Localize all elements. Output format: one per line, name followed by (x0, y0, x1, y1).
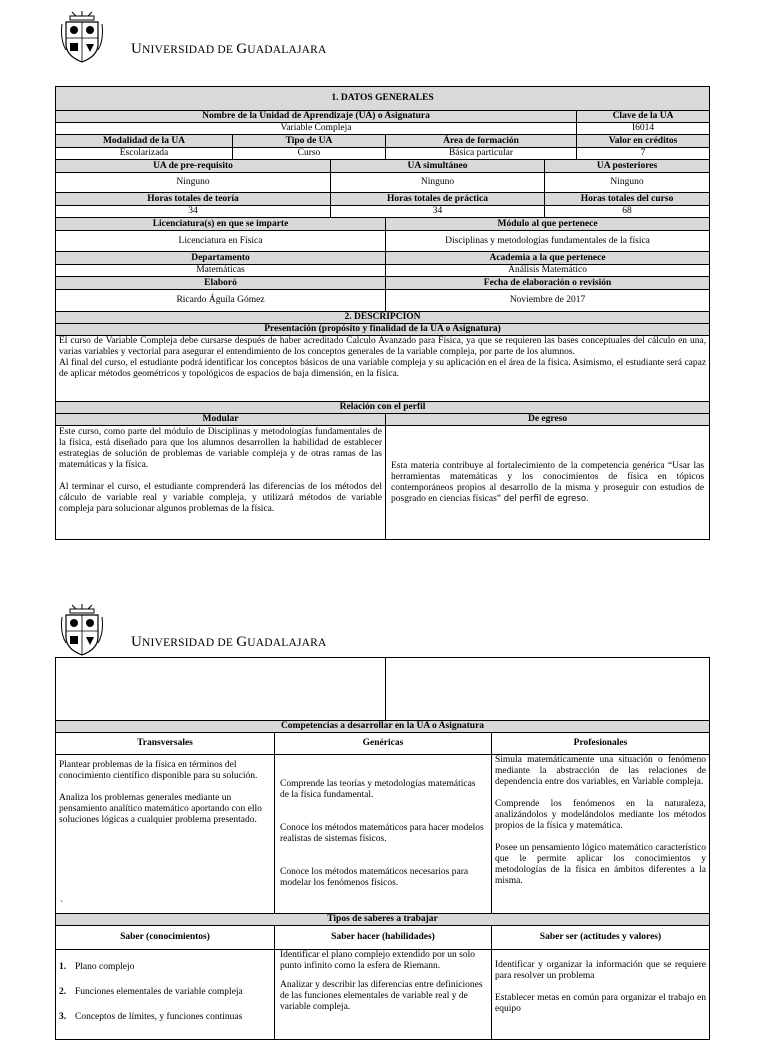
tipo-value: Curso (233, 148, 386, 160)
university-name: UNIVERSIDAD DE GUADALAJARA (131, 41, 327, 57)
modulo-value: Disciplinas y metodologías fundamentales de la física (386, 231, 710, 252)
competencias-table (55, 657, 710, 1040)
profesionales-cell (492, 755, 710, 914)
teoria-value: 34 (56, 206, 331, 218)
list-item: Establecer metas en común para organizar el trabajo en equipo (495, 993, 706, 1014)
page-header (0, 8, 768, 68)
relacion-perfil-label: Relación con el perfil (56, 402, 710, 414)
teoria-label: Horas totales de teoría (56, 193, 331, 206)
departamento-label: Departamento (56, 252, 386, 265)
presentacion-paragraph: El curso de Variable Compleja debe cursarse después de haber acreditado Calculo Avanzado para Física, ya que se requieren las bases conceptuales del cálculo en una, varias variables y vectorial para asegurar el entendimiento de los conceptos generales de la variable compleja, por parte de los alumnos. (59, 336, 707, 357)
prereq-value: Ninguno (56, 173, 331, 193)
posteriores-label: UA posteriores (545, 160, 710, 173)
licenciatura-label: Licenciatura(s) en que se imparte (56, 218, 386, 231)
modalidad-label: Modalidad de la UA (56, 135, 233, 148)
modulo-label: Módulo al que pertenece (386, 218, 710, 231)
list-item: Identificar el plano complejo extendido por un solo punto infinito como la esfera de Riemann. (280, 950, 475, 971)
curso-label: Horas totales del curso (545, 193, 710, 206)
empty-cell (56, 658, 386, 721)
area-label: Área de formación (386, 135, 577, 148)
egreso-label: De egreso (386, 414, 710, 426)
list-item: Simula matemáticamente una situación o fenómeno mediante la abstracción de las relaciones de dependencia entre dos variables, en Variable compleja. (495, 755, 706, 787)
egreso-tail: del perfil de egreso. (501, 493, 589, 504)
list-item: 3. Conceptos de límites, y funciones continuas (59, 1012, 243, 1022)
fecha-value: Noviembre de 2017 (386, 290, 710, 312)
saber-ser-label: Saber ser (actitudes y valores) (492, 926, 710, 950)
prereq-label: UA de pre-requisito (56, 160, 331, 173)
genericas-label: Genéricas (275, 733, 492, 755)
elaboro-label: Elaboró (56, 277, 386, 290)
page-header (0, 601, 768, 661)
list-item: Identificar y organizar la información que se requiere para resolver un problema (495, 960, 706, 981)
list-item: 2. Funciones elementales de variable compleja (59, 987, 243, 997)
saberes-title: Tipos de saberes a trabajar (56, 914, 710, 926)
list-item: Comprende las teorías y metodologías matemáticas de la física fundamental. (280, 779, 476, 800)
list-item: Analiza los problemas generales mediante un pensamiento analítico matemático aportando con ello soluciones lógicas a cualquier problema presentado. (59, 793, 262, 825)
departamento-value: Matemáticas (56, 265, 386, 277)
modalidad-value: Escolarizada (56, 148, 233, 160)
simultaneo-label: UA simultáneo (331, 160, 545, 173)
university-name: UNIVERSIDAD DE GUADALAJARA (131, 634, 327, 650)
licenciatura-value: Licenciatura en Física (56, 231, 386, 252)
academia-label: Academia a la que pertenece (386, 252, 710, 265)
nombre-ua-value: Variable Compleja (56, 123, 577, 135)
university-seal-icon (60, 10, 104, 64)
datos-generales-table (55, 86, 710, 540)
section-title-datos: 1. DATOS GENERALES (56, 87, 710, 111)
list-item: Conoce los métodos matemáticos necesarios para modelar los fenómenos físicos. (280, 867, 469, 888)
creditos-value: 7 (577, 148, 710, 160)
simultaneo-value: Ninguno (331, 173, 545, 193)
fecha-label: Fecha de elaboración o revisión (386, 277, 710, 290)
modular-paragraph: Este curso, como parte del módulo de Disciplinas y metodologías fundamentales de la física, está diseñado para que los alumnos desarrollen la habilidad de establecer estrategias de solución de problemas de variable compleja y de otras ramas de las matemáticas y la física. (59, 427, 382, 470)
modular-paragraph: Al terminar el curso, el estudiante comprenderá las diferencias de los métodos del cálculo de variable real y variable compleja, y utilizará métodos de variable compleja para solucionar algunos problemas de la física. (59, 482, 382, 514)
curso-value: 68 (545, 206, 710, 218)
practica-label: Horas totales de práctica (331, 193, 545, 206)
saber-hacer-cell (275, 950, 492, 1040)
transversales-cell (56, 755, 275, 914)
egreso-paragraph: Esta materia contribuye al fortalecimiento de la competencia genérica “Usar las herramientas matemáticas y los conocimientos de física en tópicos contemporáneos propios al desarrollo de la misma y proseguir con estudios de posgrado en ciencias físicas” (391, 460, 705, 504)
profesionales-label: Profesionales (492, 733, 710, 755)
posteriores-value: Ninguno (545, 173, 710, 193)
list-item: Posee un pensamiento lógico matemático característico que le permite aplicar los conocimientos y metodologías de la física en ámbitos diferentes a la misma. (495, 843, 706, 886)
creditos-label: Valor en créditos (577, 135, 710, 148)
area-value: Básica particular (386, 148, 577, 160)
list-item: Plantear problemas de la física en términos del conocimiento científico disponible para su solución. (59, 760, 258, 781)
section-title-descripcion: 2. DESCRIPCIÓN (56, 312, 710, 324)
saber-ser-cell (492, 950, 710, 1040)
clave-ua-value: I6014 (577, 123, 710, 135)
presentacion-paragraph: Al final del curso, el estudiante podrá identificar los conceptos básicos de una variable compleja y su aplicación en el área de la física. Asimismo, el estudiante será capaz de aplicar métodos geométricos y topológicos de espacios de baja dimensión, en la física. (59, 358, 707, 379)
stray-mark: ` (60, 900, 64, 910)
list-item: Analizar y describir las diferencias entre definiciones de las funciones elementales de variable real y de variable compleja. (280, 980, 483, 1012)
list-item: Conoce los métodos matemáticos para hacer modelos realistas de sistemas físicos. (280, 823, 484, 844)
transversales-label: Transversales (56, 733, 275, 755)
presentacion-text (56, 336, 710, 402)
clave-ua-label: Clave de la UA (577, 111, 710, 123)
presentacion-label: Presentación (propósito y finalidad de la UA o Asignatura) (56, 324, 710, 336)
elaboro-value: Ricardo Águila Gómez (56, 290, 386, 312)
list-item: Comprende los fenómenos en la naturaleza, analizándolos y modelándolos mediante los métodos propios de la física y matemática. (495, 799, 706, 831)
modular-label: Modular (56, 414, 386, 426)
saber-hacer-label: Saber hacer (habilidades) (275, 926, 492, 950)
saber-label: Saber (conocimientos) (56, 926, 275, 950)
university-seal-icon (60, 603, 104, 657)
list-item: 1. Plano complejo (59, 962, 135, 972)
nombre-ua-label: Nombre de la Unidad de Aprendizaje (UA) o Asignatura (56, 111, 577, 123)
empty-cell (386, 658, 710, 721)
tipo-label: Tipo de UA (233, 135, 386, 148)
academia-value: Análisis Matemático (386, 265, 710, 277)
genericas-cell (275, 755, 492, 914)
egreso-text (386, 426, 710, 540)
competencias-title: Competencias a desarrollar en la UA o Asignatura (56, 721, 710, 733)
modular-text (56, 426, 386, 540)
practica-value: 34 (331, 206, 545, 218)
saber-cell (56, 950, 275, 1040)
